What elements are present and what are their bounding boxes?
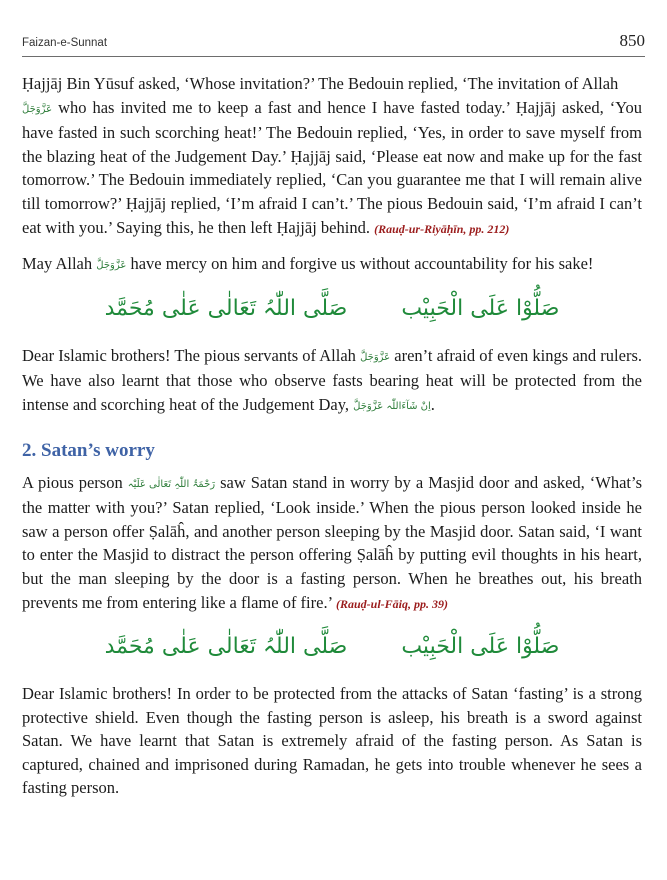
citation-faiq: (Rauḍ-ul-Fāiq, pp. 39): [335, 596, 448, 611]
paragraph-text: aren’t afraid of even kings and rulers. We have also learnt that those who observe fasts bearing heat will be protected from the intense and scorching heat of the Judgement Day,: [22, 345, 642, 414]
paragraph-may-allah: [22, 252, 642, 278]
section-heading: 2. Satan’s worry: [22, 439, 155, 461]
citation-riyahin: (Rauḍ-ur-Riyāḥīn, pp. 212): [374, 221, 510, 236]
paragraph-text: Dear Islamic brothers! The pious servants of Allah: [22, 345, 361, 365]
paragraph-satan-worry: [22, 471, 642, 617]
durood-right-phrase: صَلُّوْا عَلَی الْحَبِیْب: [401, 295, 560, 321]
honorific-azza-wa-jalla: عَزَّوَجَلَّ: [22, 103, 53, 115]
inshallah-phrase: اِنْ شَآءَاللّٰہ عَزَّوَجَلَّ: [353, 400, 431, 412]
durood-right-phrase: صَلُّوْا عَلَی الْحَبِیْب: [401, 634, 560, 660]
paragraph-text: who has invited me to keep a fast and hence I have fasted today.’ Ḥajjāj asked, ‘You have fasted in such scorching heat!’ The Bedouin replied, ‘Yes, in order to save myself from the blazing heat of the Judgement Day.’ Ḥajjāj said, ‘Please eat now and make up for the fast tomorrow.’ The Bedouin immediately replied, ‘Can you guarantee me that I will remain alive till tomorrow?’ Ḥajjāj replied, ‘I’m afraid I can’t.’ The pious Bedouin said, ‘I’m afraid I can’t eat with you.’ Saying this, he then left Ḥajjāj behind.: [22, 97, 642, 237]
paragraph-text: A pious person: [22, 472, 128, 492]
paragraph-text: Ḥajjāj Bin Yūsuf asked, ‘Whose invitation?’ The Bedouin replied, ‘The invitation of Allah: [22, 74, 619, 93]
running-title: Faizan-e-Sunnat: [22, 37, 108, 49]
paragraph-text: saw Satan stand in worry by a Masjid door and asked, ‘What’s the matter with you?’ Satan replied, ‘Look inside.’ When the pious person looked inside he saw a person offer Ṣalāĥ, and another person sleeping by the Masjid door. Satan said, ‘I want to enter the Masjid to distract the person offering Ṣalāĥ by putting evil thoughts in his heart, but the man sleeping by the door is a fasting person. When he breathes out, his breath prevents me from entering like a flame of fire.’: [22, 472, 642, 612]
paragraph-text: May Allah: [22, 254, 97, 274]
page-body: [22, 72, 642, 800]
honorific-azza-wa-jalla: عَزَّوَجَلَّ: [360, 351, 391, 363]
paragraph-text: have mercy on him and forgive us without accountability for his sake!: [126, 254, 594, 274]
paragraph-end: .: [430, 394, 435, 414]
durood-calligraphy: [22, 620, 642, 674]
paragraph-pious-servants: [22, 344, 642, 419]
durood-left-phrase: صَلَّی اللّٰہُ تَعَالٰی عَلٰی مُحَمَّد: [104, 295, 348, 321]
page-header: [22, 28, 645, 57]
honorific-azza-wa-jalla: عَزَّوَجَلَّ: [96, 260, 127, 272]
honorific-rahmatullah: رَحْمَۃُ اللّٰہِ تَعَالٰی عَلَیْہ: [127, 478, 216, 490]
page-number: 850: [619, 31, 645, 50]
durood-calligraphy: [22, 282, 642, 336]
paragraph-hajjaj-bedouin: [22, 72, 642, 241]
paragraph-protective-shield: Dear Islamic brothers! In order to be protected from the attacks of Satan ‘fasting’ is a strong protective shield. Even though the fasting person is asleep, his breath is a sword against Satan. We have learnt that Satan is extremely afraid of the fasting person. As Satan is captured, chained and imprisoned during Ramadan, he gets into trouble whenever he sees a fasting person.: [22, 684, 642, 798]
durood-left-phrase: صَلَّی اللّٰہُ تَعَالٰی عَلٰی مُحَمَّد: [104, 634, 348, 660]
